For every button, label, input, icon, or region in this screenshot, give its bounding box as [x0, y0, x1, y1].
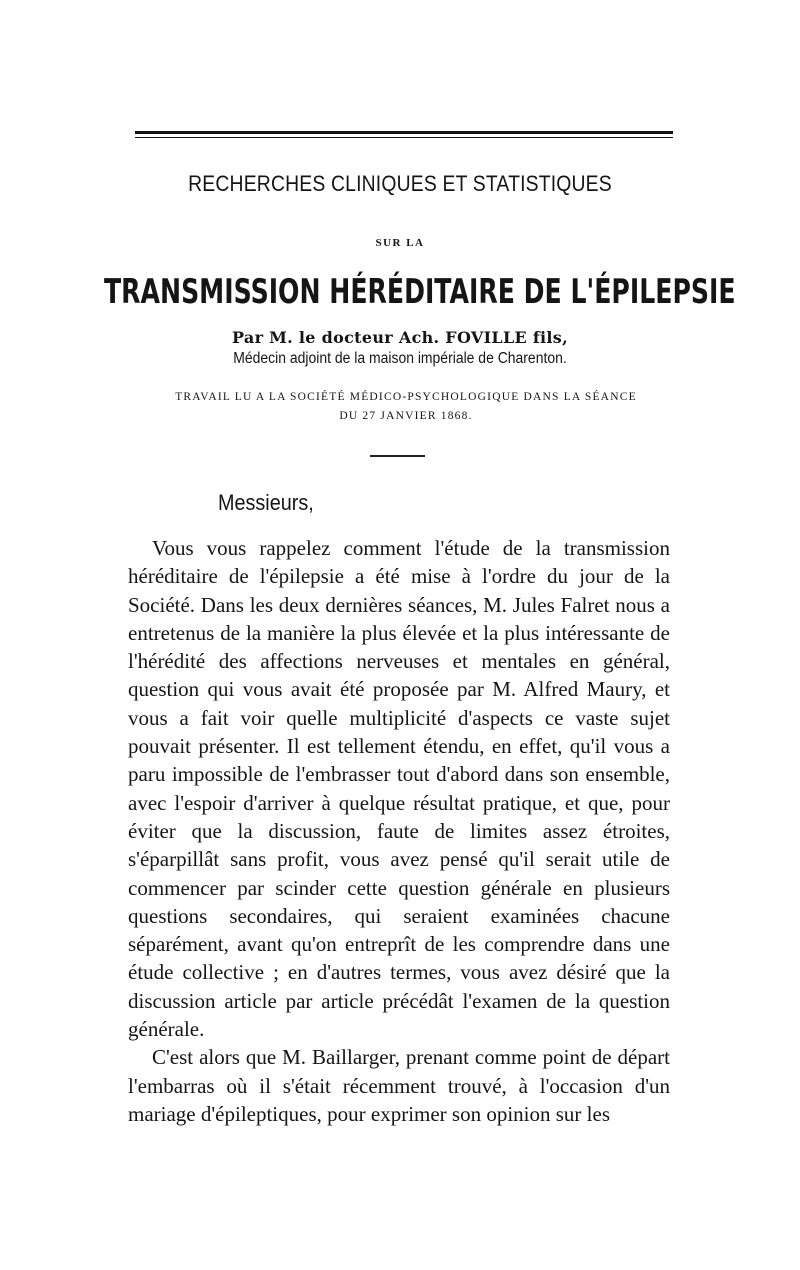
author-affiliation: Médecin adjoint de la maison impériale de Charenton. [233, 350, 567, 367]
salutation: Messieurs, [218, 490, 314, 515]
series-title: RECHERCHES CLINIQUES ET STATISTIQUES [188, 171, 612, 196]
header-double-rule [135, 131, 673, 138]
main-title: TRANSMISSION HÉRÉDITAIRE DE L'ÉPILEPSIE [104, 272, 736, 312]
work-note: TRAVAIL LU A LA SOCIÉTÉ MÉDICO-PSYCHOLOGIQUE DANS LA SÉANCE DU 27 JANVIER 1868. [175, 391, 637, 422]
paragraph: Vous vous rappelez comment l'étude de la transmission héréditaire de l'épilepsie a été mise à l'ordre du jour de la Société. Dans les deux dernières séances, M. Jules Falret nous a entretenus de la manière la plus élevée et la plus intéressante de l'hérédité des affections nerveuses et mentales en général, question qui vous avait été proposée par M. Alfred Maury, et vous a fait voir quelle multiplicité d'aspects ce vaste sujet pouvait présenter. Il est tellement étendu, en effet, qu'il vous a paru impossible de l'embrasser tout d'abord dans son ensemble, avec l'espoir d'arriver à quelque résultat pratique, et que, pour éviter que la discussion, faute de limites assez étroites, s'éparpillât sans profit, vous avez pensé qu'il serait utile de commencer par scinder cette question générale en plusieurs questions secondaires, qui seraient examinées chacune séparément, avant qu'on entreprît de les comprendre dans une étude collective ; en d'autres termes, vous avez désiré que la discussion article par article précédât l'examen de la question générale. [128, 536, 670, 1042]
section-divider [370, 455, 425, 457]
body-text [128, 534, 670, 1128]
paragraph: C'est alors que M. Baillarger, prenant comme point de départ l'embarras où il s'était récemment trouvé, à l'occasion d'un mariage d'épileptiques, pour exprimer son opinion sur les [128, 1045, 670, 1126]
author-line: Par M. le docteur Ach. FOVILLE fils, [232, 328, 568, 347]
header-rule-thin [135, 137, 673, 138]
header-rule-thick [135, 131, 673, 134]
title-connector: SUR LA [375, 237, 425, 249]
